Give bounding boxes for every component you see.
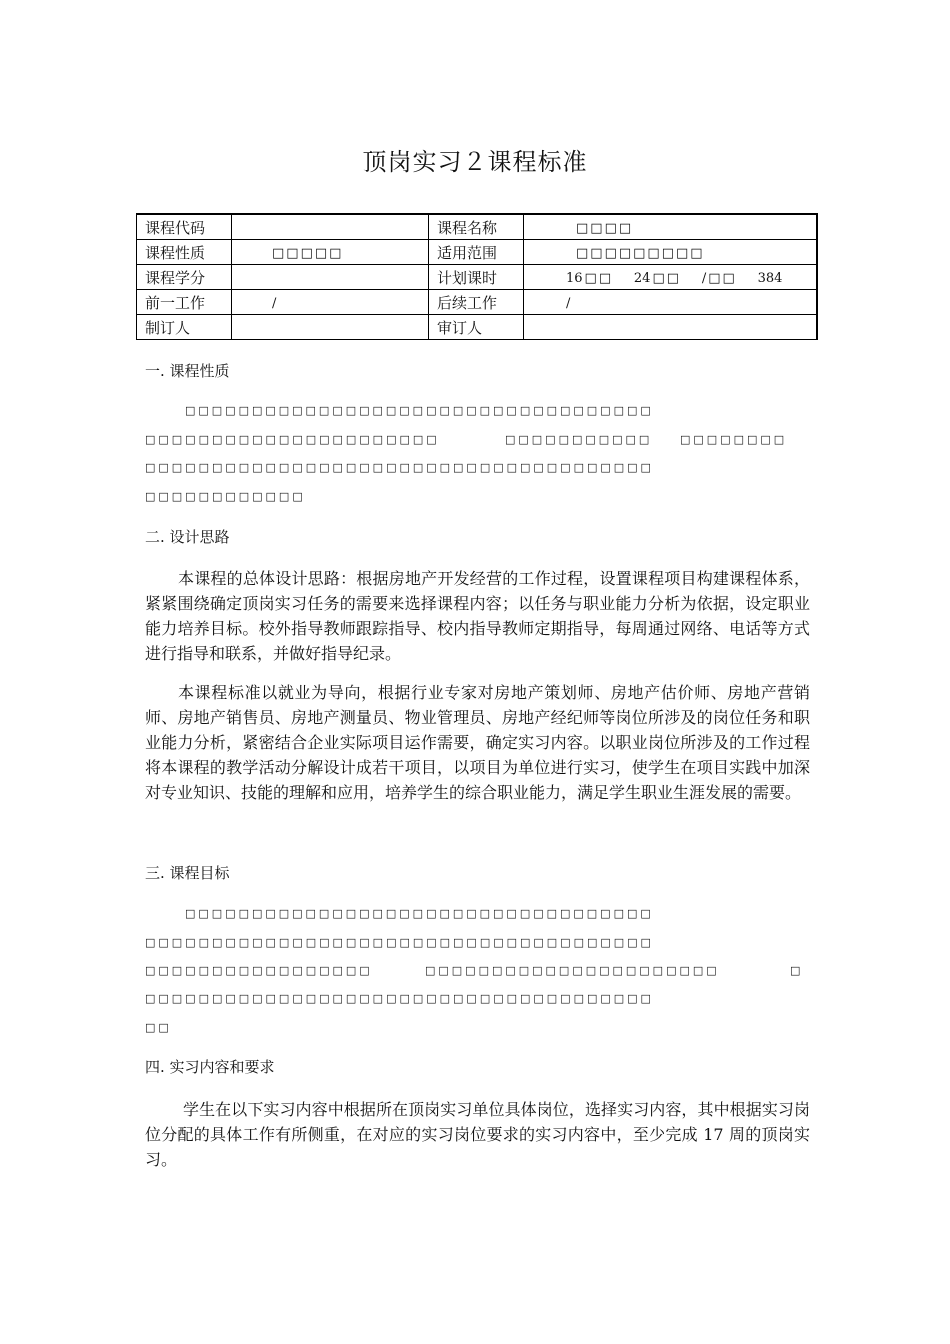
paragraph: 本课程标准以就业为导向，根据行业专家对房地产策划师、房地产估价师、房地产营销师、房地产销售员、房地产测量员、物业管理员、房地产经纪师等岗位所涉及的岗位任务和职业能力分析，紧密结合企业实际项目运作需要，确定实习内容。以职业岗位所涉及的工作过程将本课程的教学活动分解设计成若干项目，以项目为单位进行实习，使学生在项目实践中加深对专业知识、技能的理解和应用，培养学生的综合职业能力，满足学生职业生涯发展的需要。 xyxy=(145,683,810,802)
garbled-text: □□□□□□□□□□□□□□□□□□□□□□□□□□□□□□□□□□□□□□ xyxy=(145,461,654,474)
garbled-text: □□□□□□□□□□□□□□□□□□□□□□□□□□□□□□□□□□□ xyxy=(185,404,654,417)
scope-value: □□□□□□□□□ xyxy=(524,240,818,265)
course-nature-value: □□□□□ xyxy=(232,240,429,265)
reviewer-label: 审订人 xyxy=(429,315,524,340)
garbled-text: □□□□□□□□ xyxy=(680,433,788,446)
course-info-table xyxy=(136,213,818,340)
scope-label: 适用范围 xyxy=(429,240,524,265)
section-heading-design: 二. 设计思路 xyxy=(145,528,230,546)
author-value xyxy=(232,315,429,340)
section-heading-nature: 一. 课程性质 xyxy=(145,362,230,380)
section-heading-goals: 三. 课程目标 xyxy=(145,864,230,882)
course-nature-label: 课程性质 xyxy=(137,240,232,265)
garbled-text: □□□□□□□□□□□□□□□□□□□□□□ xyxy=(425,964,720,977)
garbled-text: □□□□□□□□□□□□□□□□□□□□□□□□□□□□□□□□□□□□□□ xyxy=(145,936,654,949)
next-work-label: 后续工作 xyxy=(429,290,524,315)
hours-value: 16 □□ 24 □□ / □□ 384 xyxy=(524,265,818,290)
course-name-value: □□□□ xyxy=(524,214,818,240)
course-name-label: 课程名称 xyxy=(429,214,524,240)
course-code-label: 课程代码 xyxy=(137,214,232,240)
garbled-text: □ xyxy=(790,964,804,977)
garbled-text: □□□□□□□□□□□□□□□□□□□□□□ xyxy=(145,433,440,446)
reviewer-value xyxy=(524,315,818,340)
prev-work-label: 前一工作 xyxy=(137,290,232,315)
table-row xyxy=(137,265,818,290)
document-title: 顶岗实习２课程标准 xyxy=(362,148,588,176)
garbled-text: □□□□□□□□□□□□ xyxy=(145,490,306,503)
paragraph: 学生在以下实习内容中根据所在顶岗实习单位具体岗位，选择实习内容，其中根据实习岗位分配的具体工作有所侧重，在对应的实习岗位要求的实习内容中，至少完成 17 周的顶岗实习。 xyxy=(145,1100,810,1169)
table-row xyxy=(137,315,818,340)
author-label: 制订人 xyxy=(137,315,232,340)
garbled-text: □□□□□□□□□□□□□□□□□□□□□□□□□□□□□□□□□□□□□□ xyxy=(145,992,654,1005)
prev-work-value: / xyxy=(232,290,429,315)
garbled-text: □□ xyxy=(145,1021,172,1034)
table-row xyxy=(137,214,818,240)
credit-value xyxy=(232,265,429,290)
section-heading-content: 四. 实习内容和要求 xyxy=(145,1058,275,1076)
garbled-text: □□□□□□□□□□□□□□□□□ xyxy=(145,964,373,977)
garbled-text: □□□□□□□□□□□□□□□□□□□□□□□□□□□□□□□□□□□ xyxy=(185,907,654,920)
table-row xyxy=(137,290,818,315)
table-row xyxy=(137,240,818,265)
garbled-text: □□□□□□□□□□□ xyxy=(505,433,653,446)
next-work-value: / xyxy=(524,290,818,315)
hours-label: 计划课时 xyxy=(429,265,524,290)
paragraph: 本课程的总体设计思路：根据房地产开发经营的工作过程，设置课程项目构建课程体系，紧紧围绕确定顶岗实习任务的需要来选择课程内容；以任务与职业能力分析为依据，设定职业能力培养目标。校外指导教师跟踪指导、校内指导教师定期指导，每周通过网络、电话等方式进行指导和联系，并做好指导纪录。 xyxy=(145,569,810,663)
course-code-value xyxy=(232,214,429,240)
credit-label: 课程学分 xyxy=(137,265,232,290)
